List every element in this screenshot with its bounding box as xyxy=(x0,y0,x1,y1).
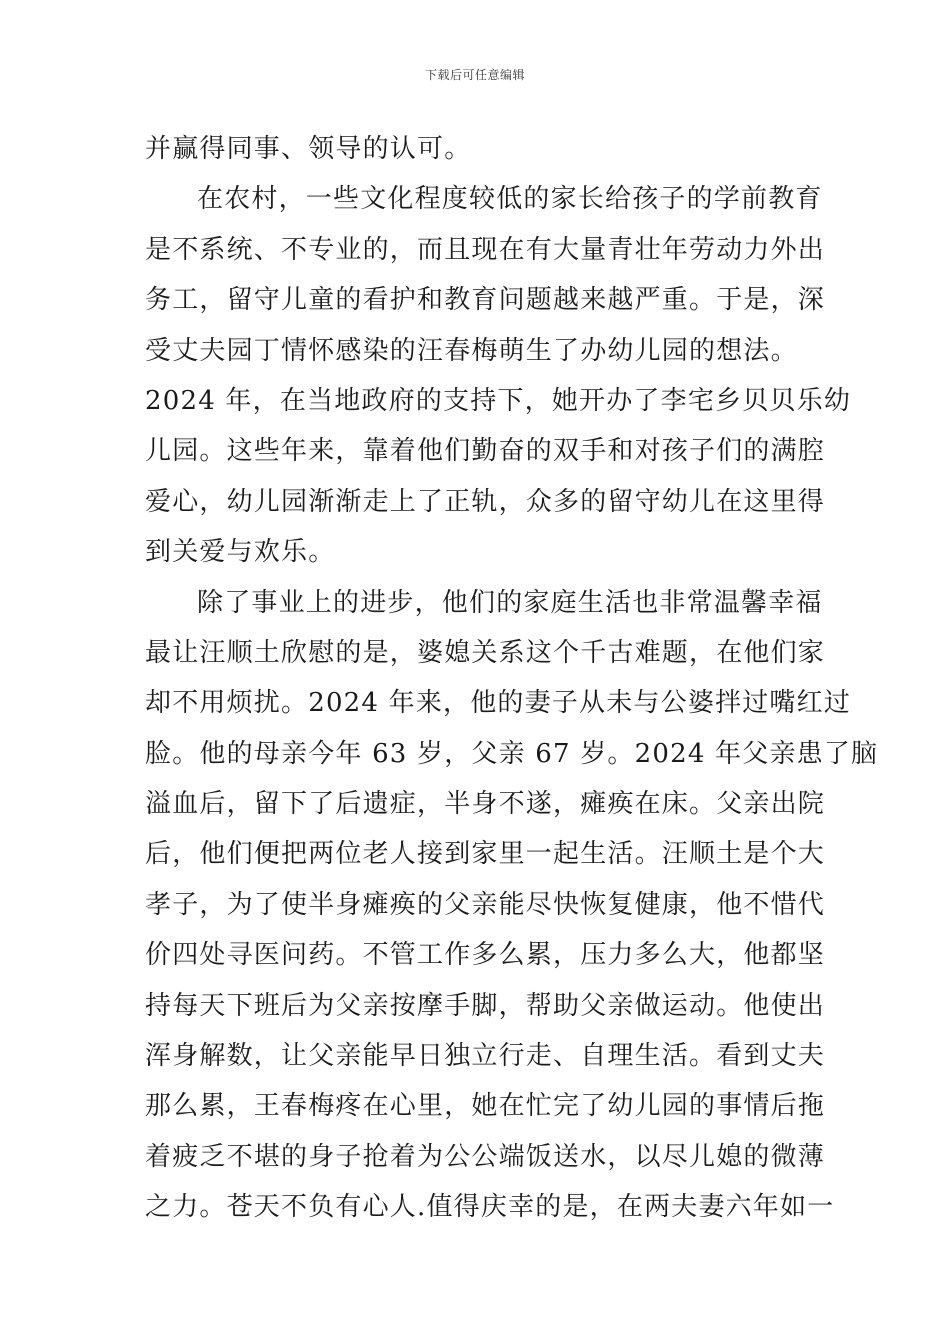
text-line: 务工，留守儿童的看护和教育问题越来越严重。于是，深 xyxy=(145,285,826,316)
text-line: 是不系统、不专业的，而且现在有大量青壮年劳动力外出 xyxy=(145,234,826,265)
text-line: 持每天下班后为父亲按摩手脚，帮助父亲做运动。他使出 xyxy=(145,990,826,1021)
body-text xyxy=(145,124,879,1233)
text-line: 2024 年，在当地政府的支持下，她开办了李宅乡贝贝乐幼 xyxy=(145,385,852,416)
text-line: 那么累，王春梅疼在心里，她在忙完了幼儿园的事情后拖 xyxy=(145,1091,826,1122)
text-line: 孝子，为了使半身瘫痪的父亲能尽快恢复健康，他不惜代 xyxy=(145,889,826,920)
text-line: 并赢得同事、领导的认可。 xyxy=(145,134,472,164)
text-line: 却不用烦扰。2024 年来，他的妻子从未与公婆拌过嘴红过 xyxy=(145,688,852,719)
text-line: 后，他们便把两位老人接到家里一起生活。汪顺土是个大 xyxy=(145,839,826,870)
text-line: 受丈夫园丁情怀感染的汪春梅萌生了办幼儿园的想法。 xyxy=(145,335,798,366)
text-line: 浑身解数，让父亲能早日独立行走、自理生活。看到丈夫 xyxy=(145,1041,826,1072)
page-header: 下载后可任意编辑 xyxy=(424,68,525,82)
text-line: 在农村，一些文化程度较低的家长给孩子的学前教育 xyxy=(197,184,823,215)
text-line: 溢血后，留下了后遗症，半身不遂，瘫痪在床。父亲出院 xyxy=(145,789,826,820)
text-line: 爱心，幼儿园渐渐走上了正轨，众多的留守幼儿在这里得 xyxy=(145,486,826,517)
text-line: 除了事业上的进步，他们的家庭生活也非常温馨幸福 xyxy=(197,587,823,618)
text-line: 脸。他的母亲今年 63 岁，父亲 67 岁。2024 年父亲患了脑 xyxy=(145,738,879,769)
text-line: 儿园。这些年来，靠着他们勤奋的双手和对孩子们的满腔 xyxy=(145,436,826,467)
text-line: 价四处寻医问药。不管工作多么累，压力多么大，他都坚 xyxy=(145,940,826,971)
text-line: 着疲乏不堪的身子抢着为公公端饭送水，以尽儿媳的微薄 xyxy=(145,1141,826,1172)
text-line: 到关爱与欢乐。 xyxy=(145,537,336,568)
text-line: 之力。苍天不负有心人.值得庆幸的是，在两夫妻六年如一 xyxy=(145,1192,835,1223)
text-line: 最让汪顺土欣慰的是，婆媳关系这个千古难题，在他们家 xyxy=(145,637,826,668)
